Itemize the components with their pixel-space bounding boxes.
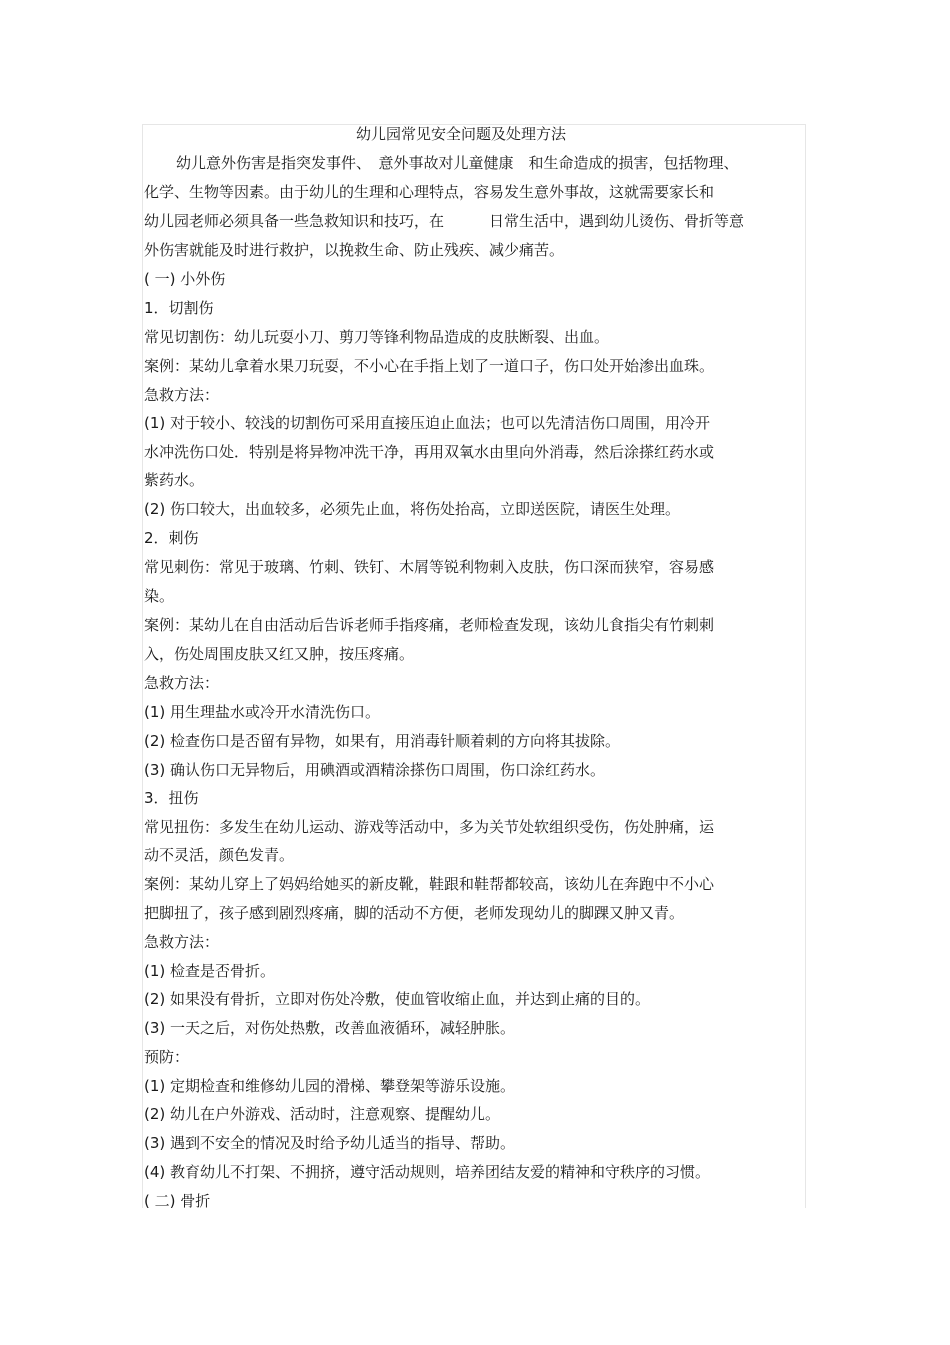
paragraph-line: 案例：某幼儿在自由活动后告诉老师手指疼痛，老师检查发现，该幼儿食指尖有竹刺刺 (144, 616, 715, 634)
paragraph-line: 急救方法： (144, 933, 220, 951)
paragraph-line: 案例：某幼儿拿着水果刀玩耍，不小心在手指上划了一道口子，伤口处开始渗出血珠。 (144, 357, 715, 375)
paragraph-line: (1) 用生理盐水或冷开水清洗伤口。 (144, 703, 381, 721)
paragraph-line: (1) 定期检查和维修幼儿园的滑梯、攀登架等游乐设施。 (144, 1077, 516, 1095)
paragraph-line: (3) 确认伤口无异物后，用碘酒或酒精涂搽伤口周围，伤口涂红药水。 (144, 761, 606, 779)
paragraph-line: 案例：某幼儿穿上了妈妈给她买的新皮靴，鞋跟和鞋帮都较高，该幼儿在奔跑中不小心 (144, 875, 715, 893)
paragraph-line: 化学、生物等因素。由于幼儿的生理和心理特点，容易发生意外事故，这就需要家长和 (144, 183, 715, 201)
paragraph-line: 动不灵活，颜色发青。 (144, 846, 295, 864)
page-frame (142, 124, 806, 1208)
paragraph-line: 染。 (144, 587, 175, 605)
section-heading: ( 一) 小外伤 (144, 270, 226, 288)
paragraph-line: 紫药水。 (144, 471, 205, 489)
page-title: 幼儿园常见安全问题及处理方法 (356, 125, 567, 143)
paragraph-line: 常见扭伤：多发生在幼儿运动、游戏等活动中，多为关节处软组织受伤，伤处肿痛，运 (144, 818, 715, 836)
paragraph-line: 外伤害就能及时进行救护，以挽救生命、防止残疾、减少痛苦。 (144, 241, 565, 259)
paragraph-line: 急救方法： (144, 386, 220, 404)
paragraph-line: 常见刺伤：常见于玻璃、竹刺、铁钉、木屑等锐利物刺入皮肤，伤口深而狭窄，容易感 (144, 558, 715, 576)
paragraph-line: 把脚扭了，孩子感到剧烈疼痛，脚的活动不方便，老师发现幼儿的脚踝又肿又青。 (144, 904, 685, 922)
paragraph-line: 幼儿意外伤害是指突发事件、 意外事故对儿童健康 和生命造成的损害，包括物理、 (176, 154, 739, 172)
subsection-heading: 1．切割伤 (144, 299, 214, 317)
paragraph-line: (1) 检查是否骨折。 (144, 962, 276, 980)
subsection-heading: 3．扭伤 (144, 789, 199, 807)
paragraph-line: (1) 对于较小、较浅的切割伤可采用直接压迫止血法；也可以先清洁伤口周围，用冷开 (144, 414, 711, 432)
paragraph-line: (2) 幼儿在户外游戏、活动时，注意观察、提醒幼儿。 (144, 1105, 501, 1123)
paragraph-line: (4) 教育幼儿不打架、不拥挤，遵守活动规则，培养团结友爱的精神和守秩序的习惯。 (144, 1163, 711, 1181)
paragraph-line: (3) 一天之后，对伤处热敷，改善血液循环，减轻肿胀。 (144, 1019, 516, 1037)
paragraph-line: (3) 遇到不安全的情况及时给予幼儿适当的指导、帮助。 (144, 1134, 516, 1152)
paragraph-line: (2) 伤口较大，出血较多，必须先止血，将伤处抬高，立即送医院，请医生处理。 (144, 500, 681, 518)
paragraph-line: 急救方法： (144, 674, 220, 692)
subsection-heading: 2．刺伤 (144, 529, 199, 547)
paragraph-line: (2) 如果没有骨折，立即对伤处冷敷，使血管收缩止血，并达到止痛的目的。 (144, 990, 651, 1008)
paragraph-line: 预防： (144, 1048, 190, 1066)
paragraph-line: 常见切割伤：幼儿玩耍小刀、剪刀等锋利物品造成的皮肤断裂、出血。 (144, 328, 610, 346)
paragraph-line: 入，伤处周围皮肤又红又肿，按压疼痛。 (144, 645, 415, 663)
paragraph-line: (2) 检查伤口是否留有异物，如果有，用消毒针顺着刺的方向将其拔除。 (144, 732, 621, 750)
paragraph-line: 幼儿园老师必须具备一些急救知识和技巧，在 日常生活中，遇到幼儿烫伤、骨折等意 (144, 212, 745, 230)
section-heading: ( 二) 骨折 (144, 1192, 211, 1210)
paragraph-line: 水冲洗伤口处．特别是将异物冲洗干净，再用双氧水由里向外消毒，然后涂搽红药水或 (144, 443, 715, 461)
